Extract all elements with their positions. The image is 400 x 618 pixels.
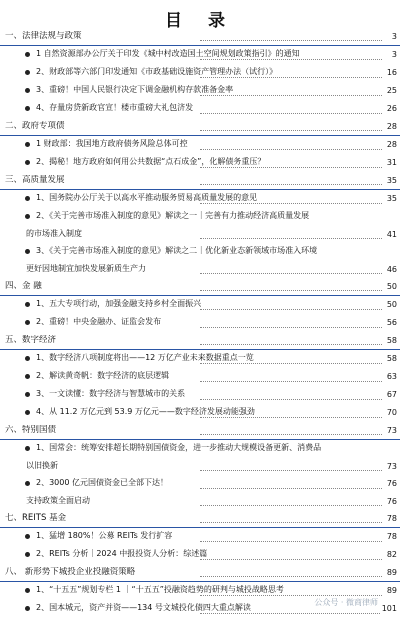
toc-page-number: 25: [386, 86, 397, 95]
bullet-icon: [25, 552, 30, 557]
dot-leader: [200, 59, 382, 60]
toc-section-title: 八、 新形势下城投企业投融资策略: [5, 567, 136, 577]
dot-leader: [200, 541, 382, 542]
dot-leader: [200, 595, 382, 596]
bullet-icon: [25, 88, 30, 93]
toc-entry-title: 以旧换新: [26, 461, 58, 470]
bullet-icon: [25, 446, 30, 451]
toc-page-number: 70: [386, 408, 397, 417]
toc-entry-row[interactable]: [0, 243, 400, 261]
toc-entry-row[interactable]: [0, 386, 400, 404]
dot-leader: [200, 77, 382, 78]
dot-leader: [200, 399, 382, 400]
dot-leader: [200, 149, 382, 150]
toc-entry-row[interactable]: [0, 404, 400, 422]
toc-entry-title: 1、数字经济八项制度将出——12 万亿产业未来数据重点一览: [36, 353, 254, 362]
toc-section-title: 二、政府专项债: [5, 121, 65, 131]
bullet-icon: [25, 606, 30, 611]
page-title: 目 录: [165, 11, 235, 31]
toc-page-number: 89: [386, 568, 397, 577]
toc-entry-title: 2、国本城元，资产并资——134 号文城投化债四大重点解读: [36, 603, 251, 612]
bullet-icon: [25, 374, 30, 379]
toc-entry-title: 2、REITs 分析｜2024 中报投资人分析：综述篇: [36, 549, 208, 558]
toc-entry-row[interactable]: [0, 528, 400, 546]
toc-page-number: 26: [386, 104, 397, 113]
toc-entry-title: 支持政策全面启动: [26, 496, 90, 505]
bullet-icon: [25, 249, 30, 254]
toc-list: [0, 28, 400, 618]
toc-entry-row[interactable]: [0, 350, 400, 368]
toc-entry-row[interactable]: [0, 440, 400, 458]
toc-entry-row[interactable]: [0, 64, 400, 82]
bullet-icon: [25, 160, 30, 165]
toc-entry-row[interactable]: [0, 546, 400, 564]
toc-entry-title: 1 自然资源部办公厅关于印发《城中村改造国土空间规划政策指引》的通知: [36, 49, 300, 58]
toc-entry-title: 2、财政部等六部门印发通知《市政基础设施资产管理办法（试行）》: [36, 67, 278, 76]
toc-entry-row[interactable]: [0, 458, 400, 475]
toc-section-row[interactable]: [0, 422, 400, 440]
toc-page-number: 67: [386, 390, 397, 399]
bullet-icon: [25, 196, 30, 201]
dot-leader: [200, 95, 382, 96]
dot-leader: [200, 327, 382, 328]
toc-entry-row[interactable]: [0, 154, 400, 172]
toc-page-number: 78: [386, 532, 397, 541]
toc-entry-row[interactable]: [0, 100, 400, 118]
toc-page-number: 73: [386, 462, 397, 471]
toc-section-row[interactable]: [0, 332, 400, 350]
toc-entry-row[interactable]: [0, 493, 400, 510]
bullet-icon: [25, 356, 30, 361]
dot-leader: [200, 363, 382, 364]
toc-page-number: 76: [386, 479, 397, 488]
toc-section-row[interactable]: [0, 564, 400, 582]
toc-page-number: 46: [386, 265, 397, 274]
bullet-icon: [25, 302, 30, 307]
toc-section-row[interactable]: [0, 172, 400, 190]
toc-entry-row[interactable]: [0, 226, 400, 243]
toc-entry-row[interactable]: [0, 208, 400, 226]
bullet-icon: [25, 588, 30, 593]
toc-section-row[interactable]: [0, 118, 400, 136]
dot-leader: [200, 488, 382, 489]
dot-leader: [200, 613, 382, 614]
toc-section-row[interactable]: [0, 510, 400, 528]
toc-entry-title: 1 财政部：我国地方政府债务风险总体可控: [36, 139, 188, 148]
toc-page-number: 58: [386, 336, 397, 345]
toc-entry-title: 3、一文读懂：数字经济与智慧城市的关系: [36, 389, 186, 398]
toc-page-number: 3: [391, 50, 397, 59]
toc-page-number: 50: [386, 300, 397, 309]
dot-leader: [200, 559, 382, 560]
bullet-icon: [25, 410, 30, 415]
toc-entry-title: 1、猛增 180%！公募 REITs 发行扩容: [36, 531, 173, 540]
bullet-icon: [25, 52, 30, 57]
toc-page-number: 101: [381, 604, 397, 613]
dot-leader: [200, 113, 382, 114]
bullet-icon: [25, 142, 30, 147]
toc-entry-row[interactable]: [0, 296, 400, 314]
toc-entry-title: 1、国务院办公厅关于以高水平推动服务贸易高质量发展的意见: [36, 193, 258, 202]
toc-entry-row[interactable]: [0, 136, 400, 154]
toc-section-title: 一、法律法规与政策: [5, 31, 82, 41]
toc-section-row[interactable]: [0, 278, 400, 296]
toc-entry-title: 1、“十五五”规划专栏 1 ｜“十五五”投融资趋势的研判与城投战略思考: [36, 585, 284, 594]
toc-page-number: 82: [386, 550, 397, 559]
toc-page-number: 28: [386, 140, 397, 149]
toc-section-title: 七、REITS 基金: [5, 513, 67, 523]
toc-entry-title: 2、解读黄奇帆：数字经济的底层逻辑: [36, 371, 170, 380]
bullet-icon: [25, 534, 30, 539]
toc-page-number: 89: [386, 586, 397, 595]
toc-page-number: 35: [386, 194, 397, 203]
toc-entry-title: 的市场准入制度: [26, 229, 82, 238]
toc-entry-row[interactable]: [0, 475, 400, 493]
dot-leader: [200, 309, 382, 310]
toc-page-number: 35: [386, 176, 397, 185]
dot-leader: [200, 381, 382, 382]
toc-entry-row[interactable]: [0, 600, 400, 618]
toc-page-number: 50: [386, 282, 397, 291]
toc-entry-row[interactable]: [0, 46, 400, 64]
toc-entry-title: 2、揭秘！地方政府如何用公共数据“点石成金”，化解债务重压？: [36, 157, 266, 166]
toc-page-number: 73: [386, 426, 397, 435]
bullet-icon: [25, 214, 30, 219]
toc-entry-row[interactable]: [0, 314, 400, 332]
toc-entry-title: 3、《关于完善市场准入制度的意见》解读之二｜优化新业态新领域市场准入环境: [36, 246, 318, 255]
toc-page-number: 41: [386, 230, 397, 239]
toc-section-row[interactable]: [0, 28, 400, 46]
toc-page-number: 58: [386, 354, 397, 363]
toc-section-title: 五、数字经济: [5, 335, 57, 345]
bullet-icon: [25, 481, 30, 486]
bullet-icon: [25, 320, 30, 325]
bullet-icon: [25, 70, 30, 75]
toc-page-number: 78: [386, 514, 397, 523]
toc-entry-title: 1、国常会：统筹安排超长期特别国债资金，进一步推动大规模设备更新、消费品: [36, 443, 322, 452]
toc-section-title: 三、高质量发展: [5, 175, 65, 185]
watermark-text: 公众号 · 微商律师: [314, 598, 378, 607]
toc-page-number: 56: [386, 318, 397, 327]
toc-entry-row[interactable]: [0, 82, 400, 100]
toc-page-number: 63: [386, 372, 397, 381]
toc-page-number: 76: [386, 497, 397, 506]
dot-leader: [200, 203, 382, 204]
toc-section-title: 四、金 融: [5, 281, 42, 291]
toc-entry-row[interactable]: [0, 261, 400, 278]
bullet-icon: [25, 106, 30, 111]
toc-entry-title: 4、存量房贷新政官宣！楼市重磅大礼包济发: [36, 103, 194, 112]
toc-entry-title: 2、《关于完善市场准入制度的意见》解读之一｜完善有力推动经济高质量发展: [36, 211, 310, 220]
dot-leader: [200, 167, 382, 168]
toc-entry-title: 2、重磅！中央金融办、证监会发布: [36, 317, 162, 326]
toc-page-number: 3: [391, 32, 397, 41]
toc-entry-title: 4、从 11.2 万亿元到 53.9 万亿元——数字经济发展动能强劲: [36, 407, 255, 416]
dot-leader: [200, 417, 382, 418]
toc-entry-row[interactable]: [0, 190, 400, 208]
toc-page-number: 28: [386, 122, 397, 131]
toc-page-number: 16: [386, 68, 397, 77]
toc-entry-title: 更好因地制宜加快发展新质生产力: [26, 264, 146, 273]
toc-page-number: 31: [386, 158, 397, 167]
bullet-icon: [25, 392, 30, 397]
toc-entry-title: 2、3000 亿元国债资金已全部下达！: [36, 478, 168, 487]
toc-entry-title: 3、重磅！中国人民银行决定下调金融机构存款准备金率: [36, 85, 234, 94]
toc-entry-row[interactable]: [0, 368, 400, 386]
toc-section-title: 六、特别国债: [5, 425, 57, 435]
toc-entry-title: 1、五大专项行动，加强金融支持乡村全面振兴: [36, 299, 202, 308]
